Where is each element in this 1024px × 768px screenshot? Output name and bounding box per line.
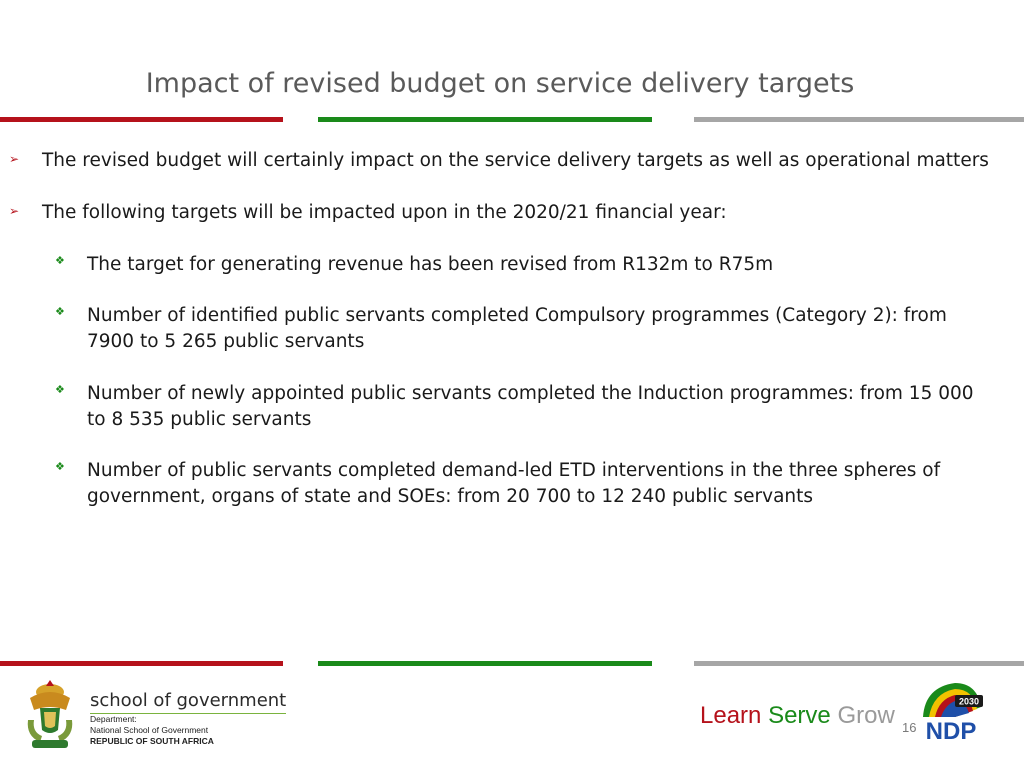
school-of-government-block	[90, 690, 286, 747]
page-number: 16	[902, 720, 917, 735]
department-name: National School of Government	[90, 725, 209, 735]
bullet-text: Number of newly appointed public servants completed the Induction programmes: from 15 000 to 8 535 public servants	[87, 383, 974, 430]
top-divider-green	[318, 117, 652, 122]
bottom-divider-green	[318, 661, 652, 666]
bullet-item	[55, 458, 997, 510]
diamond-bullet-icon: ❖	[55, 305, 65, 318]
ndp-year: 2030	[958, 696, 980, 707]
top-divider-grey	[694, 117, 1024, 122]
tagline	[700, 702, 895, 730]
bullet-item	[55, 252, 997, 278]
arrow-bullet-icon: ➢	[9, 152, 20, 166]
diamond-bullet-icon: ❖	[55, 460, 65, 473]
tagline-serve: Serve	[768, 702, 831, 729]
diamond-bullet-icon: ❖	[55, 254, 65, 267]
department-label: Department:	[90, 714, 137, 724]
coat-of-arms-icon	[22, 680, 78, 752]
bullet-text: The target for generating revenue has been revised from R132m to R75m	[87, 254, 774, 275]
tagline-grow: Grow	[837, 702, 895, 729]
ndp-text: NDP	[925, 718, 977, 745]
ndp-2030-logo-icon	[915, 677, 985, 747]
country-name: REPUBLIC OF SOUTH AFRICA	[90, 736, 214, 746]
bullet-text: The following targets will be impacted upon in the 2020/21 financial year:	[42, 202, 727, 223]
bullet-item	[55, 381, 997, 433]
tagline-learn: Learn	[700, 702, 762, 729]
school-name: school of government	[90, 690, 286, 714]
slide-title: Impact of revised budget on service delivery targets	[145, 68, 855, 99]
bullet-text: Number of public servants completed demand-led ETD interventions in the three spheres of government, organs of state and SOEs: from 20 700 to 12 240 public servants	[87, 460, 941, 507]
bullet-item	[9, 148, 1002, 174]
bottom-divider-red	[0, 661, 283, 666]
arrow-bullet-icon: ➢	[9, 204, 20, 218]
bullet-text: Number of identified public servants completed Compulsory programmes (Category 2): from 7900 to 5 265 public servants	[87, 305, 947, 352]
bullet-item	[55, 303, 997, 355]
bottom-divider-grey	[694, 661, 1024, 666]
bullet-item	[9, 200, 1002, 226]
diamond-bullet-icon: ❖	[55, 383, 65, 396]
bullet-text: The revised budget will certainly impact on the service delivery targets as well as operational matters	[42, 150, 989, 171]
top-divider-red	[0, 117, 283, 122]
